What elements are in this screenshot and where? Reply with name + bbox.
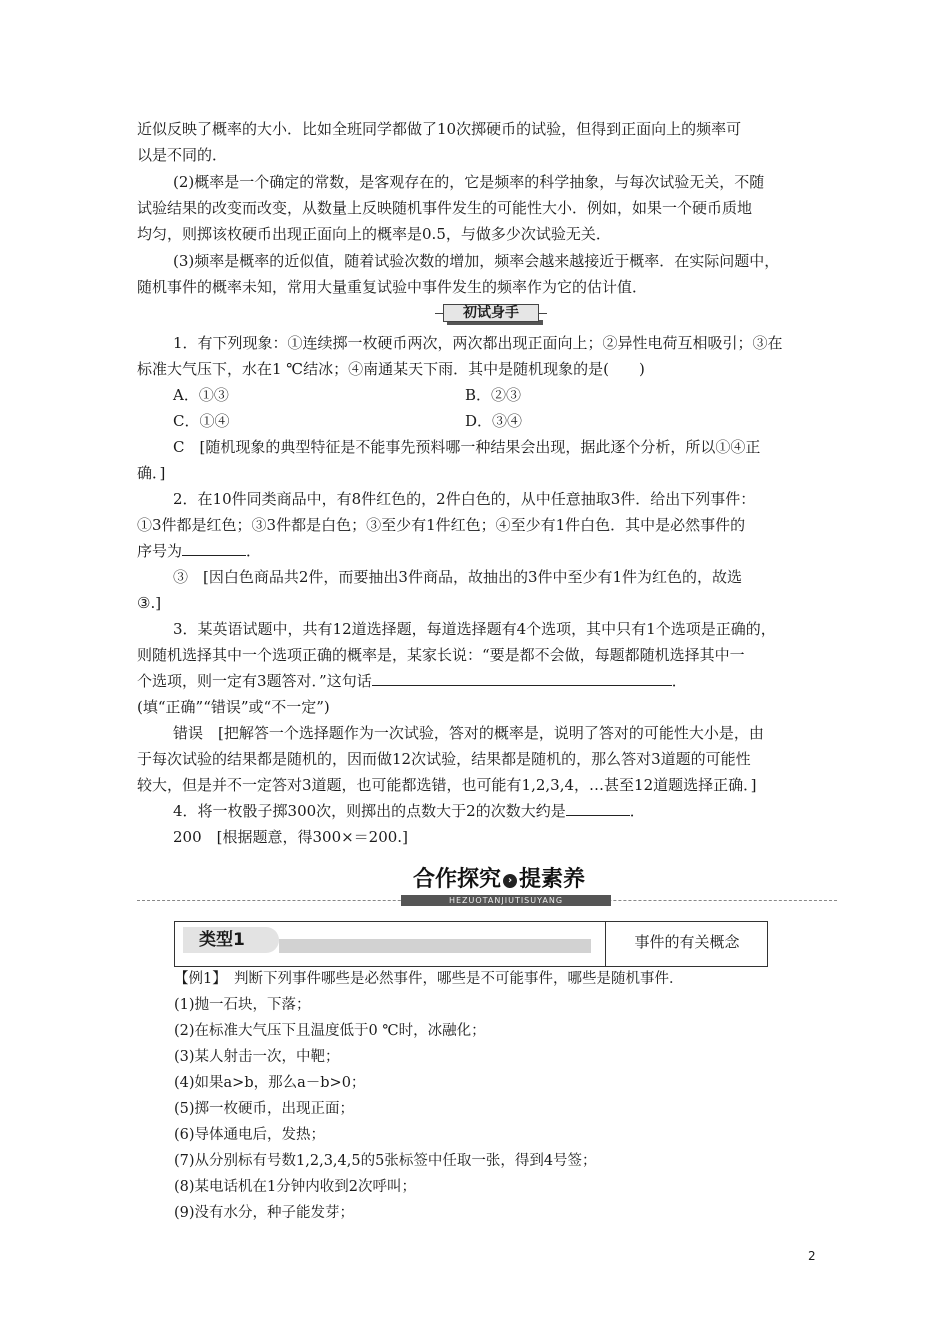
example-item: (3)某人射击一次，中靶； <box>174 1049 340 1065</box>
answer-1-line: C [随机现象的典型特征是不能事先预料哪一种结果会出现，据此逐个分析，所以①④正 <box>173 438 761 456</box>
answer-4-line: 200 [根据题意，得300×＝200.] <box>173 828 408 846</box>
question-text: ． <box>246 542 262 560</box>
answer-blank <box>372 671 672 686</box>
question-3-line: (填“正确”“错误”或“不一定”) <box>137 698 330 716</box>
paragraph-line: 均匀，则掷该枚硬币出现正面向上的概率是0.5，与做多少次试验无关． <box>137 225 611 243</box>
question-2-line: ①3件都是红色；③3件都是白色；③至少有1件红色；④至少有1件白色．其中是必然事件的 <box>137 516 746 534</box>
answer-3-line: 错误 [把解答一个选择题作为一次试验，答对的概率是，说明了答对的可能性大小是，由 <box>173 724 764 742</box>
type-bar <box>279 939 591 953</box>
example-item: (1)抛一石块，下落； <box>174 997 311 1013</box>
question-text: 个选项，则一定有3题答对．”这句话 <box>137 672 372 690</box>
answer-1-line: 确．] <box>137 464 166 482</box>
option-d: D．③④ <box>465 412 523 430</box>
banner-title-right: 提素养 <box>519 867 586 892</box>
paragraph-line: (3)频率是概率的近似值，随着试验次数的增加，频率会越来越接近于概率．在实际问题中， <box>173 252 780 270</box>
banner-pinyin: HEZUOTANJIUTISUYANG <box>401 895 611 906</box>
section-heading-label: 初试身手 <box>463 305 519 321</box>
answer-2-line: ③ [因白色商品共2件，而要抽出3件商品，故抽出的3件中至少有1件为红色的，故选 <box>173 568 743 586</box>
paragraph-line: 随机事件的概率未知，常用大量重复试验中事件发生的频率作为它的估计值． <box>137 278 648 296</box>
type-label: 类型1 <box>199 930 245 950</box>
paragraph-line: 试验结果的改变而改变，从数量上反映随机事件发生的可能性大小．例如，如果一个硬币质地 <box>137 199 753 217</box>
paragraph-line: 近似反映了概率的大小．比如全班同学都做了10次掷硬币的试验，但得到正面向上的频率可 <box>137 120 742 138</box>
type-topic: 事件的有关概念 <box>634 933 740 951</box>
example-item: (5)掷一枚硬币，出现正面； <box>174 1101 355 1117</box>
banner-title <box>413 866 585 894</box>
type-header-box <box>174 921 768 967</box>
example-item: (2)在标准大气压下且温度低于0 ℃时，冰融化； <box>174 1023 486 1039</box>
question-3-line: 则随机选择其中一个选项正确的概率是，某家长说：“要是都不会做，每题都随机选择其中一 <box>137 646 745 664</box>
option-c: C．①④ <box>173 412 230 430</box>
question-text: ． <box>671 672 687 690</box>
question-text: 4．将一枚骰子掷300次，则掷出的点数大于2的次数大约是 <box>173 802 566 820</box>
question-3-line <box>137 671 687 691</box>
option-b: B．②③ <box>465 386 522 404</box>
question-text: 序号为 <box>137 542 183 560</box>
option-a: A．①③ <box>173 386 229 404</box>
answer-blank <box>566 801 630 816</box>
question-1-line: 标准大气压下，水在1 ℃结冰；④南通某天下雨．其中是随机现象的是( ) <box>137 360 645 378</box>
question-3-line: 3．某英语试题中，共有12道选择题，每道选择题有4个选项，其中只有1个选项是正确的， <box>173 620 776 638</box>
paragraph-line: 以是不同的． <box>137 146 228 164</box>
section-banner <box>137 866 837 910</box>
example-heading: 【例1】 判断下列事件哪些是必然事件，哪些是不可能事件，哪些是随机事件． <box>174 971 684 987</box>
arrow-icon: › <box>503 874 517 888</box>
paragraph-line: (2)概率是一个确定的常数，是客观存在的，它是频率的科学抽象，与每次试验无关，不随 <box>173 173 765 191</box>
example-item: (9)没有水分，种子能发芽； <box>174 1205 355 1221</box>
banner-title-left: 合作探究 <box>413 867 502 892</box>
page-number: 2 <box>808 1249 816 1263</box>
example-item: (7)从分别标有号数1,2,3,4,5的5张标签中任取一张，得到4号签； <box>174 1153 597 1169</box>
answer-2-line: ③.] <box>137 594 162 612</box>
section-heading-trial <box>443 304 539 326</box>
answer-blank <box>182 541 246 556</box>
question-1-line: 1．有下列现象：①连续掷一枚硬币两次，两次都出现正面向上；②异性电荷互相吸引；③在 <box>173 334 783 352</box>
question-2-line <box>137 541 261 561</box>
answer-3-line: 较大，但是并不一定答对3道题，也可能都选错，也可能有1,2,3,4，…甚至12道题选择正确．] <box>137 776 757 794</box>
example-item: (8)某电话机在1分钟内收到2次呼叫； <box>174 1179 416 1195</box>
question-text: ． <box>629 802 645 820</box>
example-item: (6)导体通电后，发热； <box>174 1127 326 1143</box>
question-2-line: 2．在10件同类商品中，有8件红色的，2件白色的，从中任意抽取3件．给出下列事件： <box>173 490 756 508</box>
example-item: (4)如果a>b，那么a－b>0； <box>174 1075 366 1091</box>
question-4-line <box>173 801 645 821</box>
answer-3-line: 于每次试验的结果都是随机的，因而做12次试验，结果都是随机的，那么答对3道题的可能性 <box>137 750 751 768</box>
